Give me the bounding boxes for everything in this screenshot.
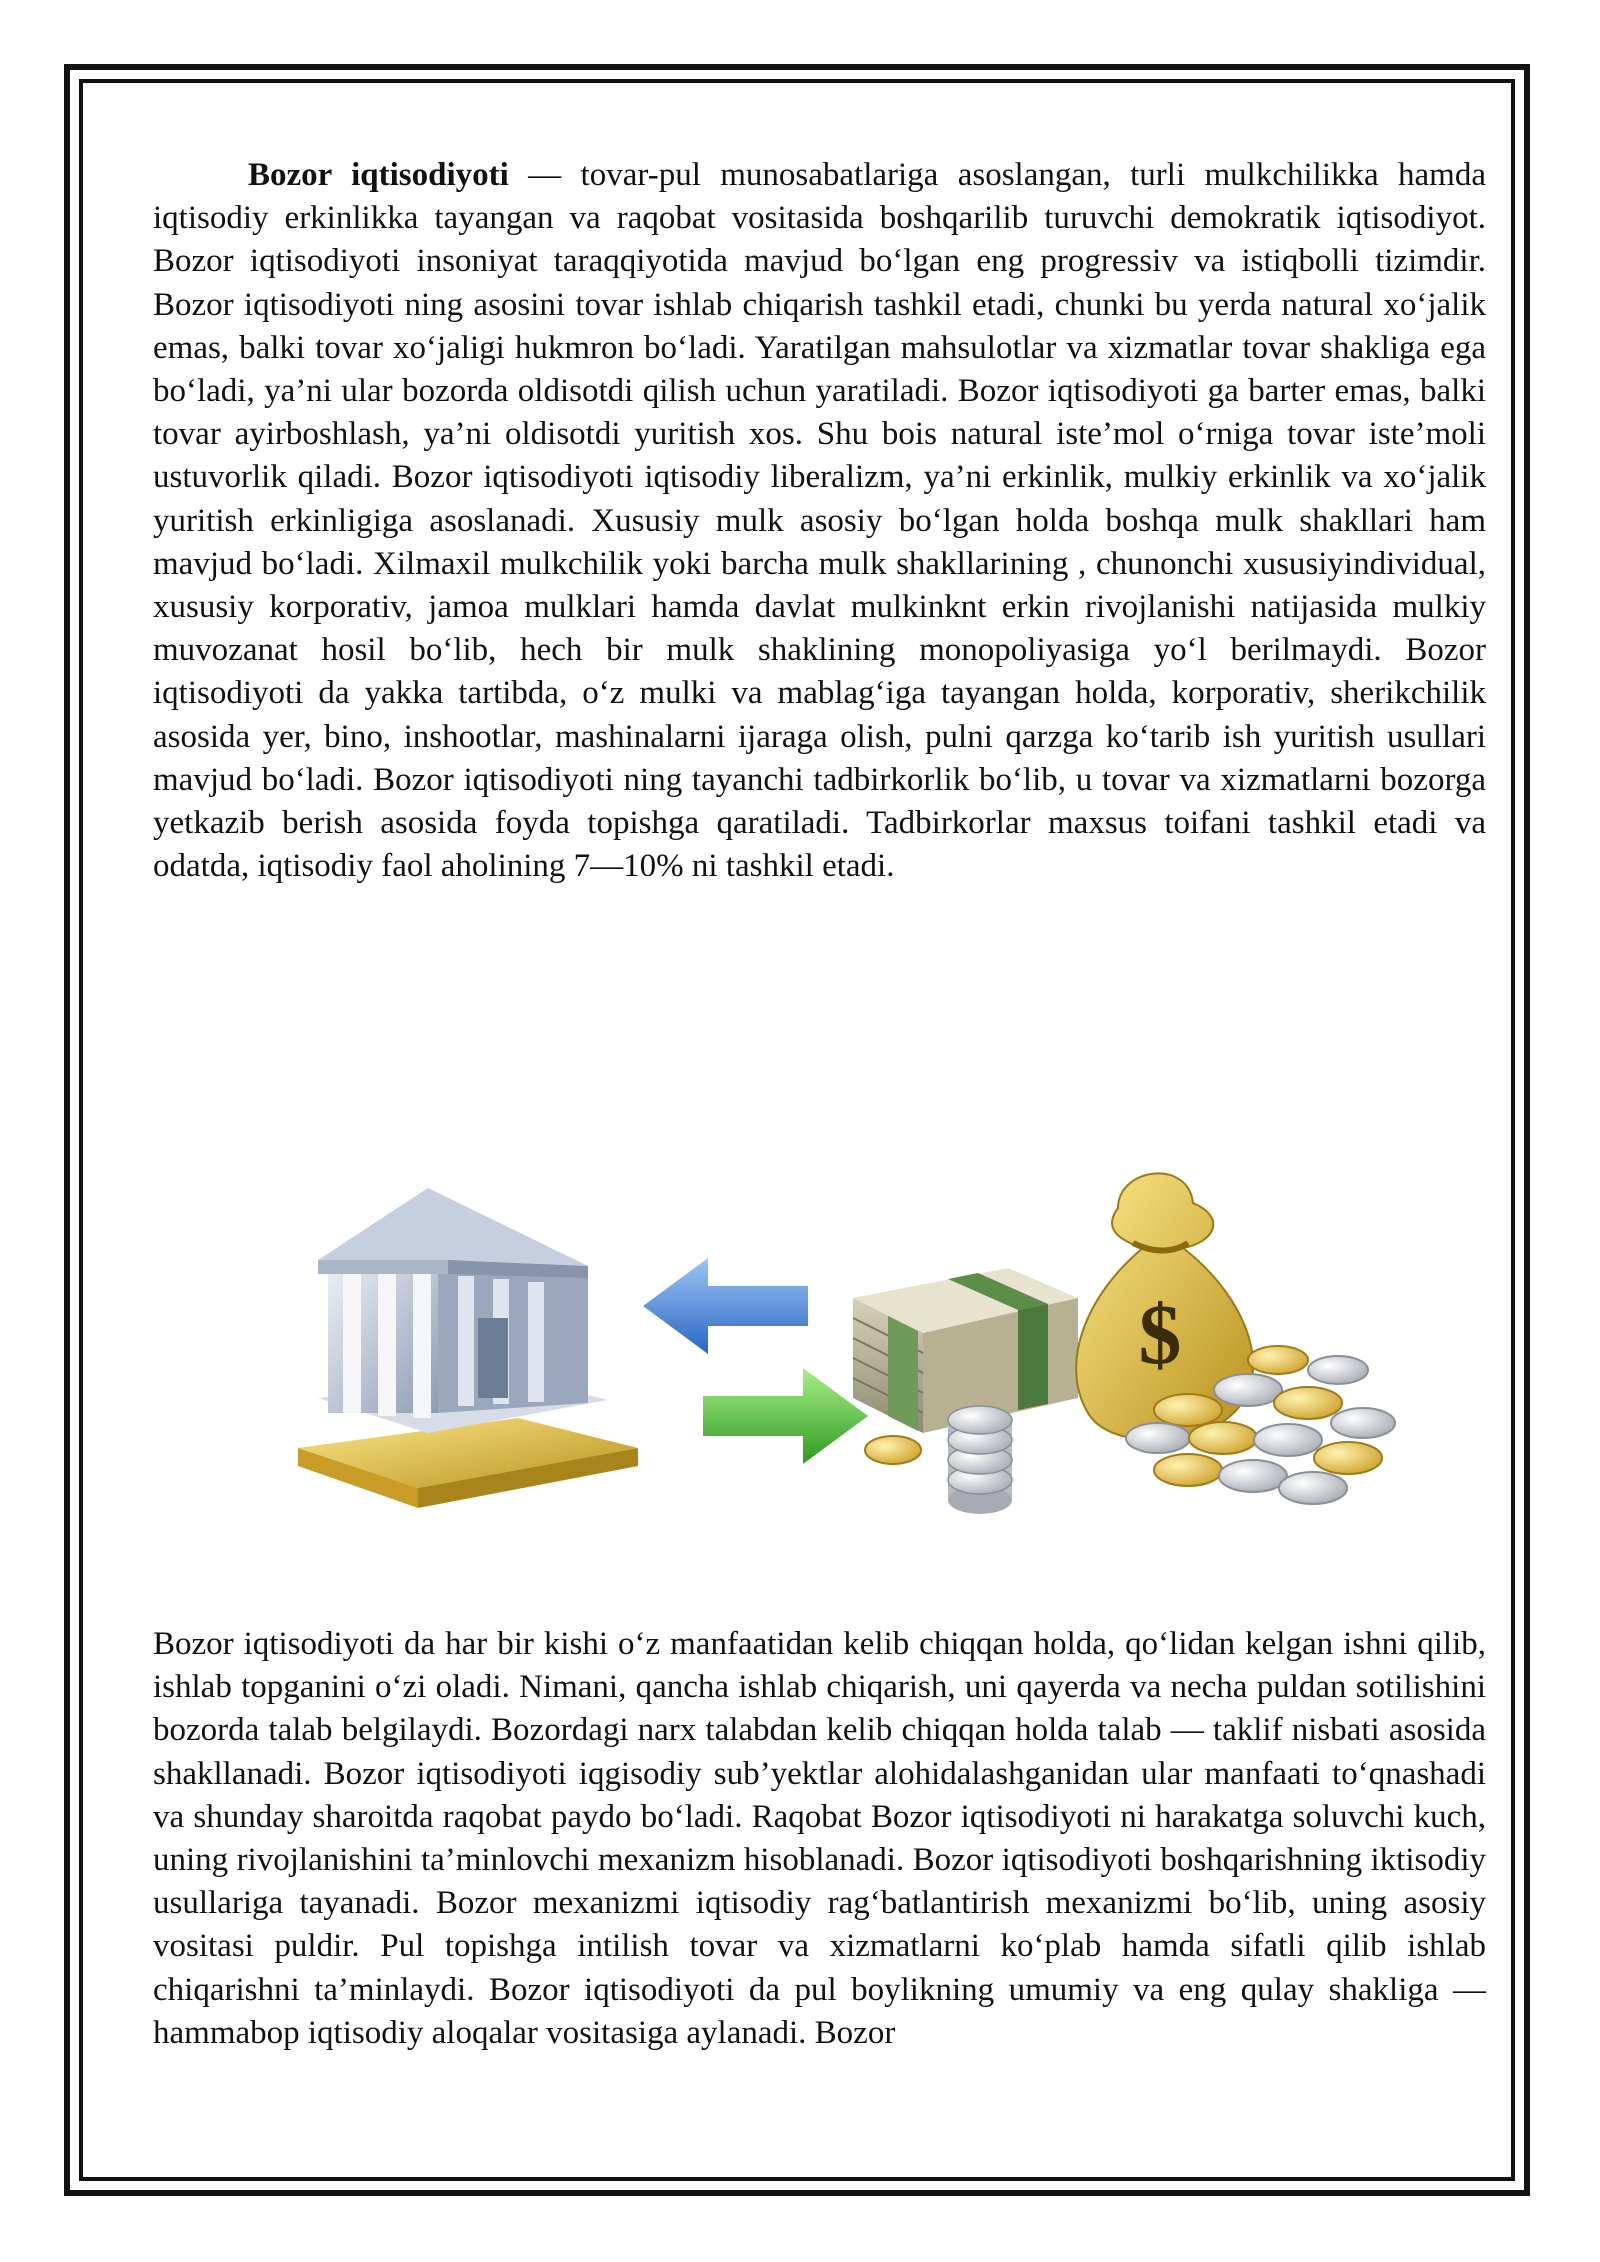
- paragraph-continuation: Bozor iqtisodiyoti da har bir kishi oʻz manfaatidan kelib chiqqan holda, qoʻlidan kelgan ishni qilib, ishlab topganini oʻzi oladi. Nimani, qancha ishlab chiqarish, uni qayerda va necha puldan sotilishini bozorda talab belgilaydi. Bozordagi narx talabdan kelib chiqqan holda talab — taklif nisbati asosida shakllanadi. Bozor iqtisodiyoti iqgisodiy sub’yektlar alohidalashganidan ular manfaati toʻqnashadi va shunday sharoitda raqobat paydo boʻladi. Raqobat Bozor iqtisodiyoti ni harakatga soluvchi kuch, uning rivojlanishini ta’minlovchi mexanizm hisoblanadi. Bozor iqtisodiyoti boshqarishning iktisodiy usullariga tayanadi. Bozor mexanizmi iqtisodiy ragʻbatlantirish mexanizmi boʻlib, uning asosiy vositasi puldir. Pul topishga intilish tovar va xizmatlarni koʻplab hamda sifatli qilib ishlab chiqarishni ta’minlaydi. Bozor iqtisodiyoti da pul boylikning umumiy va eng qulay shakliga — hammabop iqtisodiy aloqalar vositasiga aylanadi. Bozor: [153, 1626, 1486, 2051]
- bank-building-icon: [298, 1188, 638, 1508]
- paragraph-intro-body: — tovar-pul munosabatlariga asoslangan, turli mulkchilikka hamda iqtisodiy erkinlikka tayangan va raqobat vositasida boshqarilib turuvchi demokratik iqtisodiyot. Bozor iqtisodiyoti insoniyat taraqqiyotida mavjud boʻlgan eng progressiv va istiqbolli tizimdir. Bozor iqtisodiyoti ning asosini tovar ishlab chiqarish tashkil etadi, chunki bu yerda natural xoʻjalik emas, balki tovar xoʻjaligi hukmron boʻladi. Yaratilgan mahsulotlar va xizmatlar tovar shakliga ega boʻladi, ya’ni ular bozorda oldisotdi qilish uchun yaratiladi. Bozor iqtisodiyoti ga barter emas, balki tovar ayirboshlash, ya’ni oldisotdi yuritish xos. Shu bois natural iste’mol oʻrniga tovar iste’moli ustuvorlik qiladi. Bozor iqtisodiyoti iqtisodiy liberalizm, ya’ni erkinlik, mulkiy erkinlik va xoʻjalik yuritish erkinligiga asoslanadi. Xususiy mulk asosiy boʻlgan holda boshqa mulk shakllari ham mavjud boʻladi. Xilmaxil mulkchilik yoki barcha mulk shakllarining , chunonchi xususiyindividual, xususiy korporativ, jamoa mulklari hamda davlat mulkinknt erkin rivojlanishi natijasida mulkiy muvozanat hosil boʻlib, hech bir mulk shaklining monopoliyasiga yoʻl berilmaydi. Bozor iqtisodiyoti da yakka tartibda, oʻz mulki va mablagʻiga tayangan holda, korporativ, sherikchilik asosida yer, bino, inshootlar, mashinalarni ijaraga olish, pulni qarzga koʻtarib ish yuritish usullari mavjud boʻladi. Bozor iqtisodiyoti ning tayanchi tadbirkorlik boʻlib, u tovar va xizmatlarni bozorga yetkazib berish asosida foyda topishga qaratiladi. Tadbirkorlar maxsus toifani tashkil etadi va odatda, iqtisodiy faol aholining 7—10% ni tashkil etadi.: [153, 157, 1486, 885]
- term-bold: Bozor iqtisodiyoti: [248, 157, 509, 193]
- dollar-sign: $: [1138, 1286, 1182, 1382]
- market-economy-illustration: [288, 1148, 1428, 1528]
- paragraph-intro: [153, 154, 1486, 888]
- exchange-arrows-icon: [643, 1258, 868, 1464]
